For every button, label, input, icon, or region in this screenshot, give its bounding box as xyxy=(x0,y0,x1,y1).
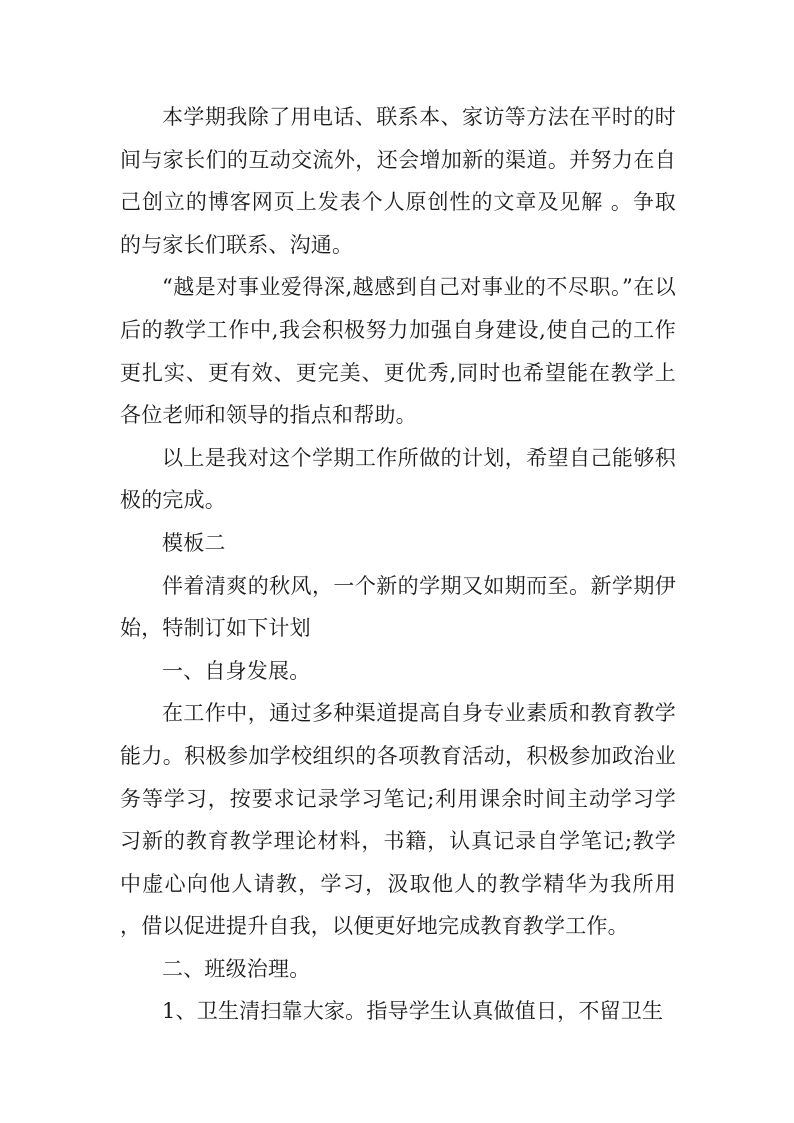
paragraph-career-quote: “越是对事业爱得深,越感到自己对事业的不尽职。”在以后的教学工作中,我会积极努力加强自身建设,使自己的工作更扎实、更有效、更完美、更优秀,同时也希望能在教学上各位老师和领导的指点和帮助。 xyxy=(120,275,676,428)
section-heading-self-development: 一、自身发展。 xyxy=(162,658,311,683)
paragraph-plan-conclusion: 以上是我对这个学期工作所做的计划，希望自己能够积极的完成。 xyxy=(120,445,676,513)
paragraph-hygiene-item: 1、卫生清扫靠大家。指导学生认真做值日，不留卫生 xyxy=(162,999,664,1024)
paragraph-parent-communication: 本学期我除了用电话、联系本、家访等方法在平时的时间与家长们的互动交流外，还会增加新的渠道。并努力在自己创立的博客网页上发表个人原创性的文章及见解 。争取的与家长们联系、沟通。 xyxy=(120,105,676,257)
paragraph-self-development-body: 在工作中，通过多种渠道提高自身专业素质和教育教学能力。积极参加学校组织的各项教育活动，积极参加政治业务等学习，按要求记录学习笔记;利用课余时间主动学习学习新的教育教学理论材料，书籍，认真记录自学笔记;教学中虚心向他人请教，学习，汲取他人的教学精华为我所用 ，借以促进提升自我，以便更好地完成教育教学工作。 xyxy=(120,701,676,939)
document-page xyxy=(120,96,676,1033)
paragraph-new-semester-intro: 伴着清爽的秋风，一个新的学期又如期而至。新学期伊始，特制订如下计划 xyxy=(120,573,676,641)
section-heading-class-management: 二、班级治理。 xyxy=(162,956,311,981)
section-heading-template-two: 模板二 xyxy=(162,530,226,555)
